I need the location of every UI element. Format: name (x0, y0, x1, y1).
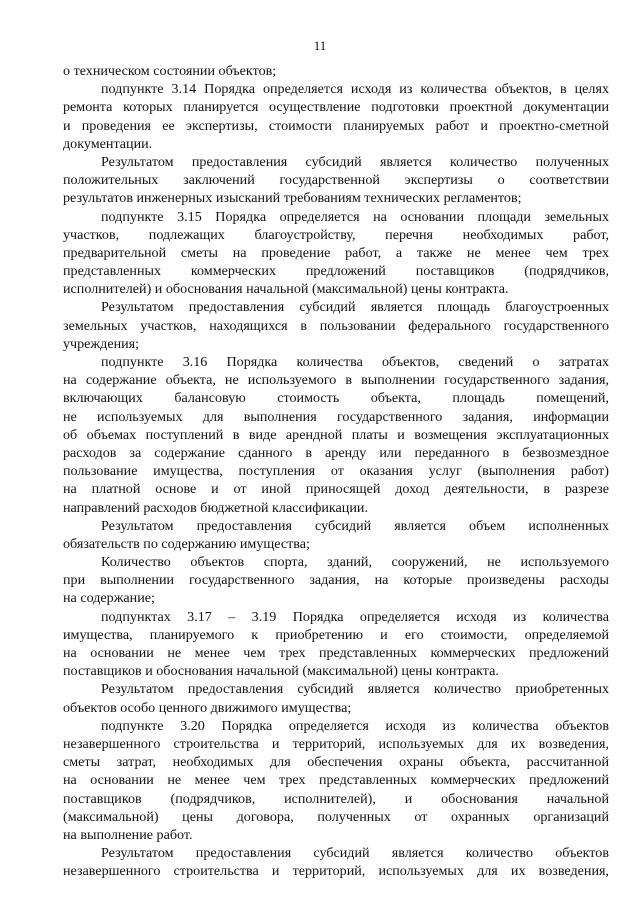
text-line: направлений расходов бюджетной классификации. (63, 499, 368, 516)
text-line: имущества, планируемого к приобретению и его стоимости, определяемой (63, 626, 609, 643)
text-line: на выполнение работ. (63, 826, 193, 843)
text-line: на содержание; (63, 590, 155, 607)
text-line: на основании не менее чем трех представленных коммерческих предложений (63, 772, 609, 789)
text-line: и проведения ее экспертизы, стоимости планируемых работ и проектно-сметной (63, 117, 609, 134)
text-line: Результатом предоставления субсидий является количество объектов (101, 845, 609, 862)
text-line: документации. (63, 135, 153, 152)
text-line: об объемах поступлений в виде арендной платы и возмещения эксплуатационных (63, 426, 609, 443)
document-body (63, 62, 609, 880)
text-line: Результатом предоставления субсидий является объем исполненных (101, 517, 609, 534)
text-line: расходов за содержание сданного в аренду или переданного в безвозмездное (63, 444, 609, 461)
text-line: поставщиков (подрядчиков, исполнителей), и обоснования начальной (63, 790, 609, 807)
text-line: незавершенного строительства и территорий, используемых для их возведения, (63, 863, 609, 880)
text-line: Результатом предоставления субсидий является количество приобретенных (101, 681, 609, 698)
text-line: Результатом предоставления субсидий является количество полученных (101, 153, 609, 170)
text-line: положительных заключений государственной экспертизы о соответствии (63, 172, 609, 189)
text-line: подпунктах 3.17 – 3.19 Порядка определяется исходя из количества (101, 608, 609, 625)
text-line: участков, подлежащих благоустройству, перечня необходимых работ, (63, 226, 609, 243)
page-number: 11 (313, 38, 327, 53)
text-line: подпункте 3.20 Порядка определяется исходя из количества объектов (101, 717, 609, 734)
text-line: при выполнении государственного задания, на которые произведены расходы (63, 572, 609, 589)
text-line: о техническом состоянии объектов; (63, 63, 277, 79)
text-line: земельных участков, находящихся в пользовании федерального государственного (63, 317, 609, 334)
text-line: на содержание объекта, не используемого в выполнении государственного задания, (63, 372, 609, 389)
text-line: сметы затрат, необходимых для обеспечения охраны объекта, рассчитанной (63, 754, 609, 771)
text-line: незавершенного строительства и территорий, используемых для их возведения, (63, 735, 609, 752)
text-line: подпункте 3.16 Порядка количества объектов, сведений о затратах (101, 354, 609, 370)
text-line: объектов особо ценного движимого имущества; (63, 699, 352, 716)
text-line: учреждения; (63, 335, 140, 352)
text-line: подпункте 3.15 Порядка определяется на основании площади земельных (101, 208, 609, 225)
text-line: Результатом предоставления субсидий является площадь благоустроенных (101, 299, 609, 316)
text-line: не используемых для выполнения государственного задания, информации (63, 408, 609, 425)
text-line: представленных коммерческих предложений поставщиков (подрядчиков, (63, 263, 609, 280)
text-line: исполнителей) и обоснования начальной (максимальной) цены контракта. (63, 281, 509, 298)
text-line: результатов инженерных изысканий требованиям технических регламентов; (63, 190, 522, 207)
text-line: на платной основе и от иной приносящей доход деятельности, в разрезе (63, 481, 609, 498)
text-line: на основании не менее чем трех представленных коммерческих предложений (63, 645, 609, 661)
text-line: пользование имущества, поступления от оказания услуг (выполнения работ) (63, 463, 609, 480)
text-line: (максимальной) цены договора, полученных от охранных организаций (63, 808, 609, 825)
text-line: поставщиков и обоснования начальной (максимальной) цены контракта. (63, 663, 499, 680)
text-line: включающих балансовую стоимость объекта, площадь помещений, (63, 390, 609, 407)
text-line: подпункте 3.14 Порядка определяется исходя из количества объектов, в целях (101, 81, 609, 98)
text-line: предварительной сметы на проведение работ, а также не менее чем трех (63, 244, 609, 261)
text-line: обязательств по содержанию имущества; (63, 535, 310, 552)
text-line: Количество объектов спорта, зданий, сооружений, не используемого (101, 554, 609, 571)
text-line: ремонта которых планируется осуществление подготовки проектной документации (63, 99, 609, 116)
